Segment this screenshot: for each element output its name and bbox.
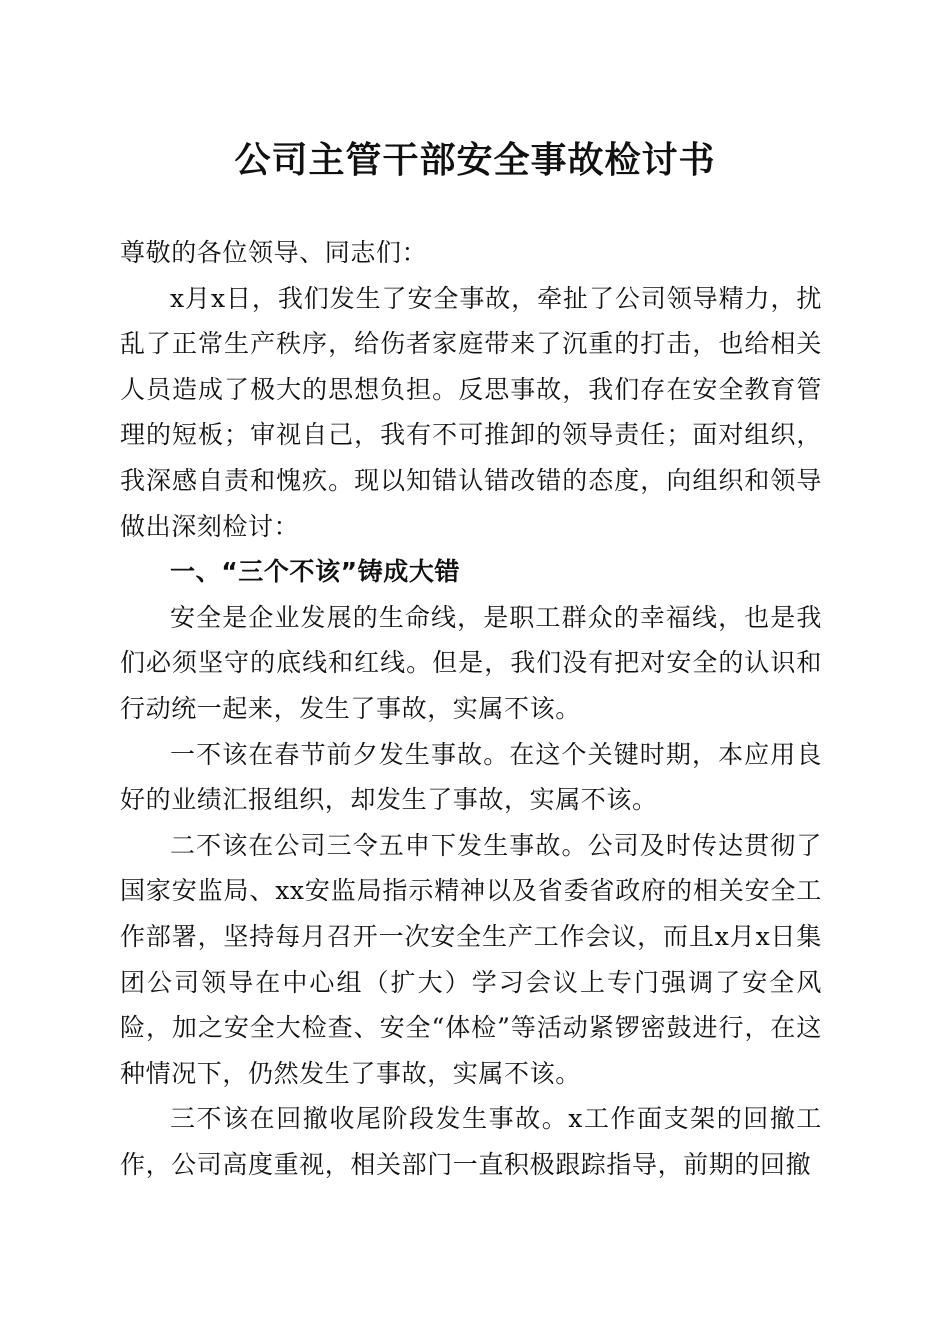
section-paragraph: 安全是企业发展的生命线，是职工群众的幸福线，也是我们必须坚守的底线和红线。但是，我们没有把对安全的认识和行动统一起来，发生了事故，实属不该。 bbox=[120, 602, 822, 723]
section-heading: 一、“三个不该”铸成大错 bbox=[170, 557, 461, 587]
document-title: 公司主管干部安全事故检讨书 bbox=[234, 139, 716, 181]
document-body bbox=[120, 230, 822, 1187]
section-paragraph: 一不该在春节前夕发生事故。在这个关键时期，本应用良好的业绩汇报组织，却发生了事故，实属不该。 bbox=[120, 739, 822, 815]
section-paragraph: 三不该在回撤收尾阶段发生事故。x工作面支架的回撤工作，公司高度重视，相关部门一直积极跟踪指导，前期的回撤 bbox=[120, 1104, 822, 1179]
section-paragraph: 二不该在公司三令五申下发生事故。公司及时传达贯彻了国家安监局、xx安监局指示精神以及省委省政府的相关安全工作部署，坚持每月召开一次安全生产工作会议，而且x月x日集团公司领导在中心组（扩大）学习会议上专门强调了安全风险，加之安全大检查、安全“体检”等活动紧锣密鼓进行，在这种情况下，仍然发生了事故，实属不该。 bbox=[120, 830, 822, 1088]
salutation: 尊敬的各位领导、同志们： bbox=[120, 238, 428, 267]
intro-paragraph: x月x日，我们发生了安全事故，牵扯了公司领导精力，扰乱了正常生产秩序，给伤者家庭带来了沉重的打击，也给相关人员造成了极大的思想负担。反思事故，我们存在安全教育管理的短板；审视自己，我有不可推卸的领导责任；面对组织，我深感自责和愧疚。现以知错认错改错的态度，向组织和领导做出深刻检讨： bbox=[120, 283, 822, 541]
